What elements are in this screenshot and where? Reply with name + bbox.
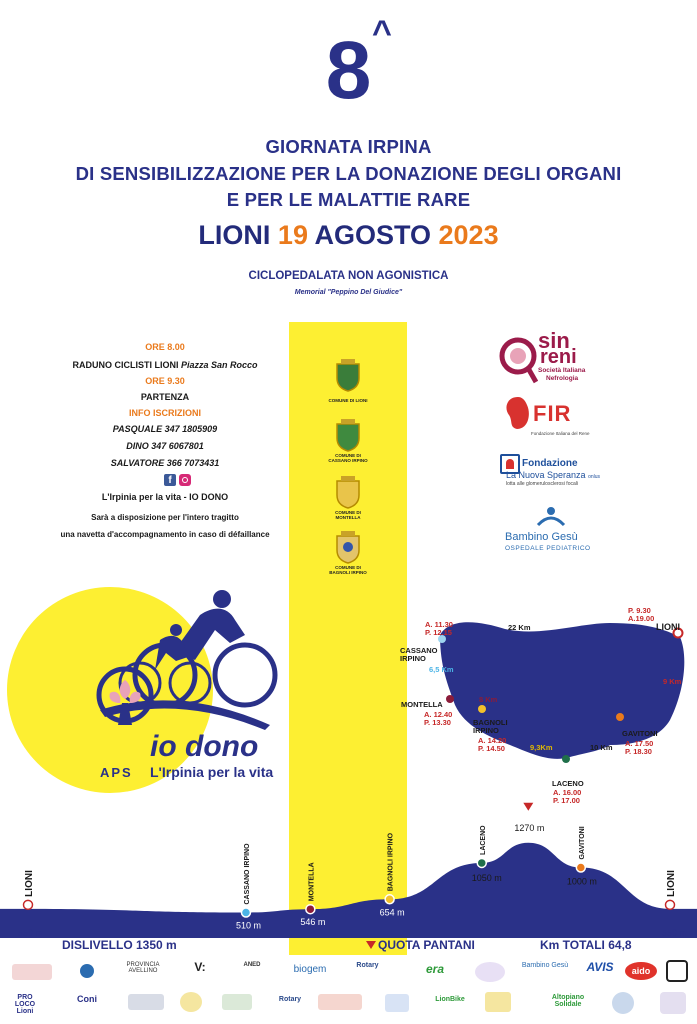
aned-logo: ANED xyxy=(243,962,261,968)
profile-point xyxy=(306,905,315,914)
facebook-icon[interactable]: f xyxy=(164,474,176,486)
bg-name: Bambino Gesù xyxy=(505,531,578,543)
gavitoni-times: A. 17.50 P. 18.30 xyxy=(625,739,654,756)
fns-name: La Nuova Speranza xyxy=(506,470,586,480)
cassano-map-label: CASSANO IRPINO xyxy=(400,646,438,663)
fns-name-line xyxy=(506,470,600,480)
dist-93: 9,3Km xyxy=(530,743,553,752)
bagnoli-map-label: BAGNOLI IRPINO xyxy=(473,718,508,735)
era-logo: era xyxy=(425,962,445,976)
sponsor-logo xyxy=(660,992,686,1014)
profile-altitude: 1000 m xyxy=(566,876,597,887)
shuttle-line-1: Sarà a disposizione per l'intero tragitto xyxy=(91,513,239,522)
profile-footer xyxy=(10,938,690,954)
kidney-icon xyxy=(503,395,533,431)
title-line-1: GIORNATA IRPINA xyxy=(265,136,432,157)
montella-times: A. 12.40 P. 13.30 xyxy=(424,710,453,727)
profile-altitude: 546 m xyxy=(300,917,326,928)
bagnoli-marker xyxy=(478,705,486,713)
pro-loco-logo: PRO LOCO Lioni xyxy=(14,994,36,1015)
raduno-line xyxy=(0,361,330,370)
raduno-label: RADUNO CICLISTI LIONI xyxy=(72,360,179,370)
profile-altitude: 550 m xyxy=(662,928,688,938)
bambino-gesu-emblem-icon xyxy=(536,505,566,527)
laceno-marker xyxy=(562,755,570,763)
sponsor-strip xyxy=(0,958,697,1024)
fir-logo xyxy=(503,395,603,440)
lioni-map-label: LIONI xyxy=(656,622,680,632)
aido-logo: aido xyxy=(625,962,657,980)
time-raduno: ORE 8.00 xyxy=(145,342,185,352)
biogem-logo: biogem xyxy=(293,964,327,975)
title-line-2: DI SENSIBILIZZAZIONE PER LA DONAZIONE DEGLI ORGANI xyxy=(75,163,622,184)
crest-cassano-label: COMUNE DI CASSANO IRPINO xyxy=(328,453,368,463)
bambino-gesu-logo xyxy=(500,505,610,555)
profile-area xyxy=(0,843,697,938)
profile-point xyxy=(241,908,250,917)
social-name: L'Irpinia per la vita - IO DONO xyxy=(101,492,229,502)
profile-place-name: LACENO xyxy=(479,825,487,855)
sponsor-logo xyxy=(475,962,505,982)
association-tagline: L'Irpinia per la vita xyxy=(150,764,274,780)
profile-place-name: BAGNOLI IRPINO xyxy=(387,832,395,892)
sponsor-logo xyxy=(222,994,252,1010)
sin-bottom: reni xyxy=(540,346,577,368)
gavitoni-marker xyxy=(616,713,624,721)
profile-place-name: GAVITONI xyxy=(578,826,586,860)
montella-map-label: MONTELLA xyxy=(401,700,443,709)
profile-point xyxy=(477,858,486,867)
profile-place-name: LIONI xyxy=(666,870,677,897)
sponsor-logo xyxy=(612,992,634,1014)
raduno-place: Piazza San Rocco xyxy=(180,360,258,370)
profile-place-name: LIONI xyxy=(24,870,35,897)
event-type: CICLOPEDALATA NON AGONISTICA xyxy=(248,270,449,282)
dislivello: DISLIVELLO 1350 m xyxy=(62,938,177,952)
laceno-map-label: LACENO xyxy=(552,779,584,788)
rotary-logo: Rotary xyxy=(356,962,379,969)
bambino-gesu-small-logo: Bambino Gesù xyxy=(521,962,569,969)
sponsor-logo xyxy=(662,960,692,982)
date-year: 2023 xyxy=(438,220,499,250)
contact-salvatore: SALVATORE 366 7073431 xyxy=(110,458,220,468)
info-title: INFO ISCRIZIONI xyxy=(129,408,201,418)
bagnoli-times: A. 14.20 P. 14.50 xyxy=(478,736,507,753)
profile-point xyxy=(24,900,33,909)
partenza-label: PARTENZA xyxy=(140,392,190,402)
crest-lioni-icon xyxy=(333,358,363,392)
date-place: LIONI xyxy=(198,220,271,250)
montella-marker xyxy=(446,695,454,703)
event-date xyxy=(0,220,697,251)
summit-triangle-icon xyxy=(366,941,376,949)
rotary-logo-2: Rotary xyxy=(278,996,302,1003)
profile-point xyxy=(385,895,394,904)
sin-logo xyxy=(498,330,608,388)
profile-place-name: MONTELLA xyxy=(308,862,316,902)
fir-sub: Fondazione Italiana del Rene xyxy=(531,431,590,436)
fns-title: Fondazione xyxy=(522,458,578,469)
sponsor-logo xyxy=(12,964,52,980)
dist-22: 22 Km xyxy=(508,623,531,632)
dist-9: 9 Km xyxy=(663,677,682,686)
profile-point xyxy=(576,863,585,872)
edition-number: 8 xyxy=(325,25,372,116)
v-logo: V: xyxy=(194,960,206,974)
crest-bagnoli-label: COMUNE DI BAGNOLI IRPINO xyxy=(329,565,367,575)
sponsor-logo xyxy=(70,964,104,980)
date-day: 19 xyxy=(277,220,308,250)
sponsor-logo xyxy=(385,994,409,1012)
instagram-icon[interactable] xyxy=(179,474,191,486)
crest-montella-label: COMUNE DI MONTELLA xyxy=(335,510,361,520)
crest-bagnoli-icon xyxy=(333,530,363,564)
cassano-times: A. 11.30 P. 12.15 xyxy=(425,620,453,637)
provincia-logo: PROVINCIA AVELLINO xyxy=(126,962,160,974)
quota-pantani: QUOTA PANTANI xyxy=(378,938,475,952)
contact-pasquale: PASQUALE 347 1805909 xyxy=(112,424,218,434)
profile-place-name: CASSANO IRPINO xyxy=(243,843,251,905)
date-month: AGOSTO xyxy=(314,220,431,250)
km-totali: Km TOTALI 64,8 xyxy=(540,938,632,952)
dist-10: 10 Km xyxy=(590,743,613,752)
gavitoni-map-label: GAVITONI xyxy=(622,729,658,738)
time-partenza: ORE 9.30 xyxy=(145,376,185,386)
fir-name: FIR xyxy=(533,401,572,426)
bg-sub: OSPEDALE PEDIATRICO xyxy=(505,545,591,552)
crest-montella-icon xyxy=(333,475,363,509)
profile-altitude: 1270 m xyxy=(514,822,545,833)
association-name: io dono xyxy=(150,730,259,763)
profile-altitude: 1050 m xyxy=(471,872,502,883)
sponsor-logo xyxy=(128,994,164,1010)
profile-altitude: 510 m xyxy=(235,920,261,931)
sponsor-logo xyxy=(318,994,362,1010)
altopiano-solidale-logo: Altopiano Solidale xyxy=(551,994,585,1008)
profile-altitude: 550 m xyxy=(18,928,44,938)
sin-sub1: Società Italiana xyxy=(538,367,586,374)
sin-kidney-icon xyxy=(498,336,538,384)
dist-8: 8 Km xyxy=(479,695,498,704)
profile-altitude: 654 m xyxy=(379,907,405,918)
sponsor-logo xyxy=(180,992,202,1012)
elevation-profile xyxy=(0,800,697,938)
fns-onlus: onlus xyxy=(588,474,601,480)
shuttle-line-2: una navetta d'accompagnamento in caso di défaillance xyxy=(60,530,270,539)
sponsor-logo xyxy=(485,992,511,1012)
sin-top: sin xyxy=(538,328,570,353)
sin-sub2: Nefrologia xyxy=(546,375,579,382)
avis-logo: AVIS xyxy=(586,960,614,974)
fns-logo xyxy=(500,452,610,492)
summit-marker xyxy=(523,803,533,811)
fns-sub: lotta alle glomerulosclerosi focali xyxy=(506,481,578,487)
edition-mark: ^ xyxy=(372,14,392,52)
laceno-times: A. 16.00 P. 17.00 xyxy=(553,788,582,805)
crest-cassano-icon xyxy=(333,418,363,452)
contact-dino: DINO 347 6067801 xyxy=(126,441,204,451)
profile-point xyxy=(666,900,675,909)
coni-logo: Coni xyxy=(77,994,97,1004)
dist-65: 6,5 Km xyxy=(429,665,454,674)
title-line-3: E PER LE MALATTIE RARE xyxy=(226,189,471,210)
lionbike-logo: LionBike xyxy=(435,996,465,1003)
association-aps: APS xyxy=(100,765,133,780)
memorial: Memorial "Peppino Del Giudice" xyxy=(294,289,403,296)
crest-lioni-label: COMUNE DI LIONI xyxy=(328,398,368,403)
lioni-times: P. 9.30 A.19.00 xyxy=(628,606,655,623)
